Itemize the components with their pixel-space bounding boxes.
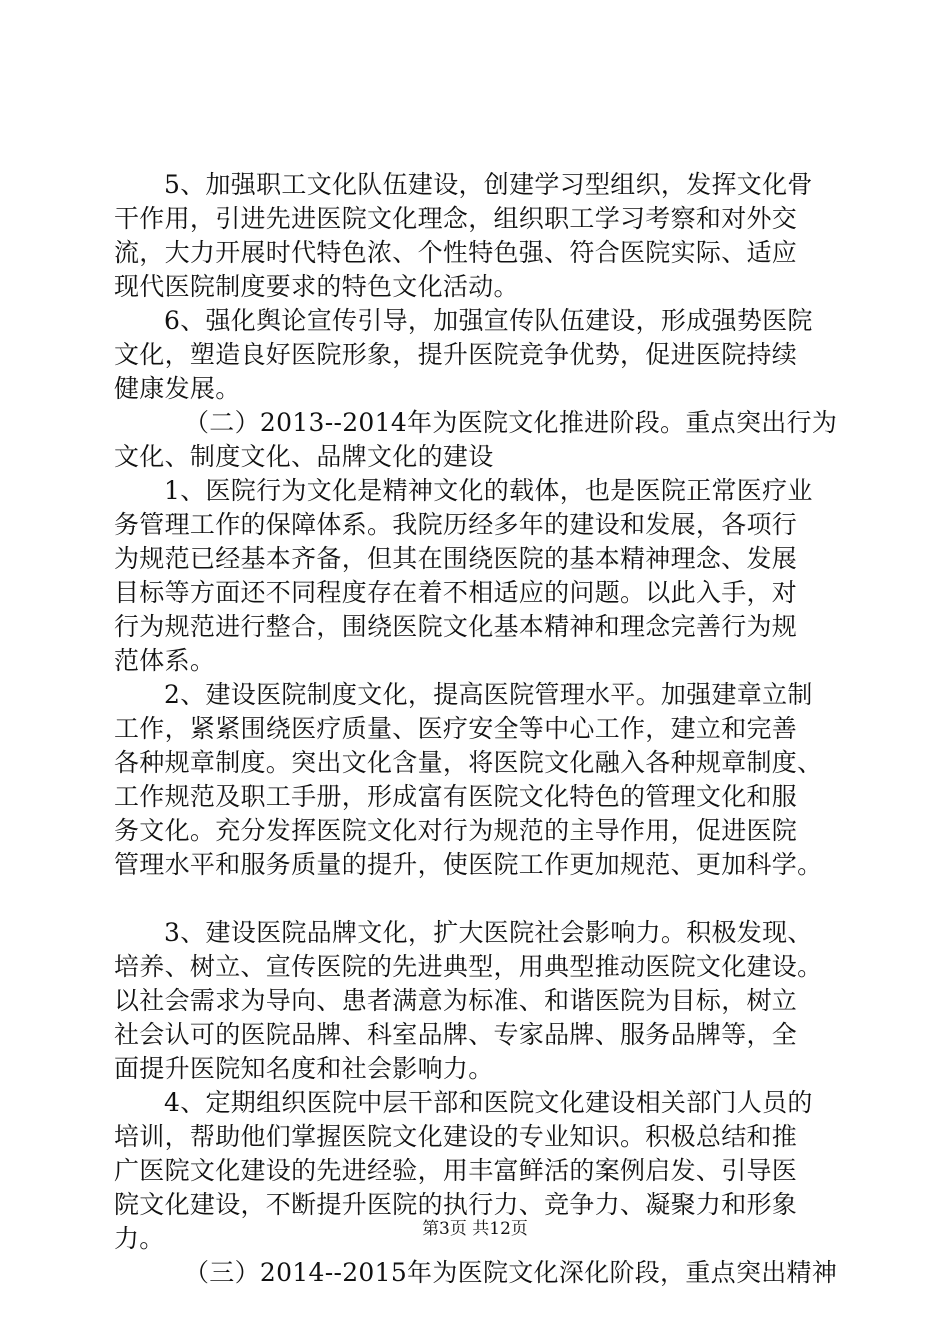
body-text [114,168,838,1290]
text-line: 6、强化舆论宣传引导，加强宣传队伍建设，形成强势医院 [164,306,813,335]
text-line: 管理水平和服务质量的提升，使医院工作更加规范、更加科学。 [114,850,823,879]
text-line: 广医院文化建设的先进经验，用丰富鲜活的案例启发、引导医 [114,1156,798,1185]
text-line: 流，大力开展时代特色浓、个性特色强、符合医院实际、适应 [114,238,798,267]
text-line: 文化，塑造良好医院形象，提升医院竞争优势，促进医院持续 [114,340,798,369]
text-line: 面提升医院知名度和社会影响力。 [114,1054,494,1083]
text-line: 各种规章制度。突出文化含量，将医院文化融入各种规章制度、 [114,748,823,777]
text-line: 务文化。充分发挥医院文化对行为规范的主导作用，促进医院 [114,816,798,845]
text-line: 以社会需求为导向、患者满意为标准、和谐医院为目标，树立 [114,986,798,1015]
section-heading-line: 文化、制度文化、品牌文化的建设 [114,442,494,471]
text-line: 5、加强职工文化队伍建设，创建学习型组织，发挥文化骨 [164,170,813,199]
text-line: 务管理工作的保障体系。我院历经多年的建设和发展，各项行 [114,510,798,539]
text-line: 2、建设医院制度文化，提高医院管理水平。加强建章立制 [164,680,813,709]
paragraph-gap [114,882,838,916]
text-line: 目标等方面还不同程度存在着不相适应的问题。以此入手，对 [114,578,798,607]
section-heading-line: （二）2013--2014年为医院文化推进阶段。重点突出行为 [184,408,838,437]
text-line: 3、建设医院品牌文化，扩大医院社会影响力。积极发现、 [164,918,813,947]
text-line: 院文化建设，不断提升医院的执行力、竞争力、凝聚力和形象 [114,1190,798,1219]
text-line: 力。 [114,1224,165,1253]
text-line: 健康发展。 [114,374,241,403]
text-line: 1、医院行为文化是精神文化的载体，也是医院正常医疗业 [164,476,813,505]
text-line: 干作用，引进先进医院文化理念，组织职工学习考察和对外交 [114,204,798,233]
text-line: 工作规范及职工手册，形成富有医院文化特色的管理文化和服 [114,782,798,811]
text-line: 社会认可的医院品牌、科室品牌、专家品牌、服务品牌等，全 [114,1020,798,1049]
text-line: 现代医院制度要求的特色文化活动。 [114,272,519,301]
text-line: 行为规范进行整合，围绕医院文化基本精神和理念完善行为规 [114,612,798,641]
page-number-footer: 第3页 共12页 [422,1219,528,1239]
section-heading-line: （三）2014--2015年为医院文化深化阶段，重点突出精神 [184,1258,838,1287]
text-line: 范体系。 [114,646,216,675]
text-line: 培训，帮助他们掌握医院文化建设的专业知识。积极总结和推 [114,1122,798,1151]
text-line: 为规范已经基本齐备，但其在围绕医院的基本精神理念、发展 [114,544,798,573]
text-line: 4、定期组织医院中层干部和医院文化建设相关部门人员的 [164,1088,813,1117]
text-line: 工作，紧紧围绕医疗质量、医疗安全等中心工作，建立和完善 [114,714,798,743]
text-line: 培养、树立、宣传医院的先进典型，用典型推动医院文化建设。 [114,952,823,981]
